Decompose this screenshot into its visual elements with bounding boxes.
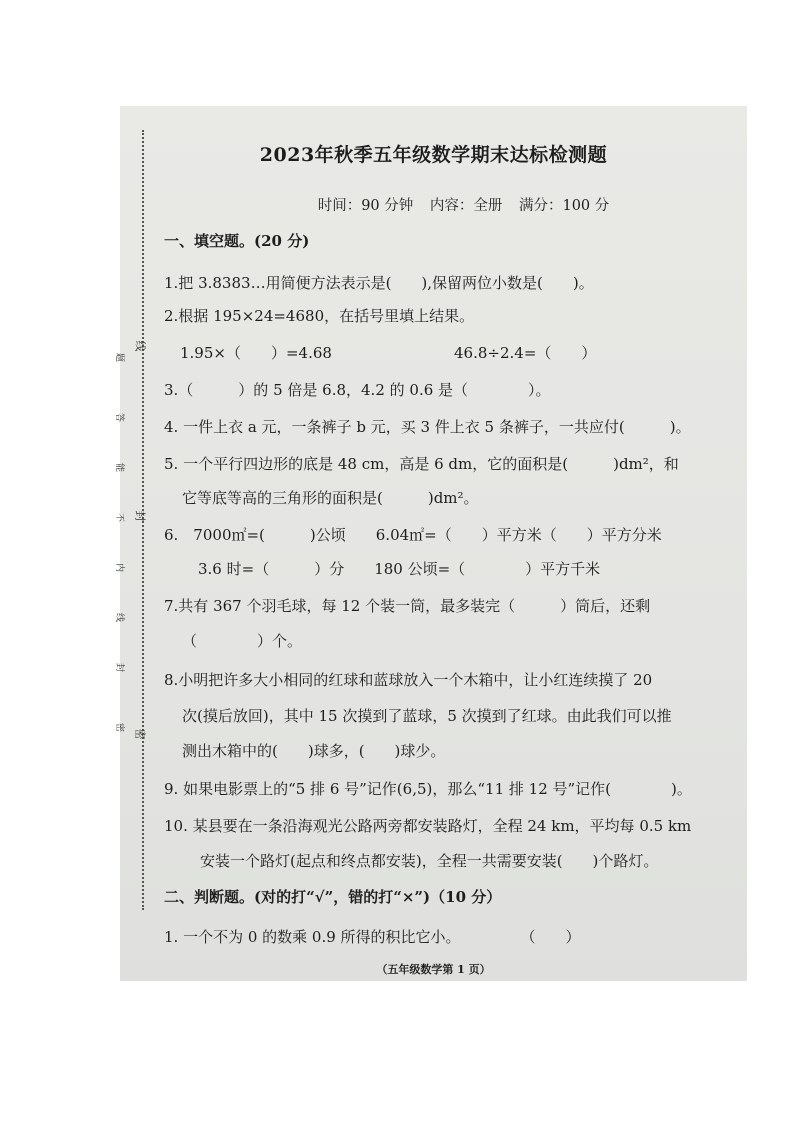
question-1: 1.把 3.8383…用简便方法表示是( ),保留两位小数是( )。 xyxy=(164,274,594,292)
section-true-false: 二、判断题。(对的打“√”，错的打“×”)（10 分） xyxy=(164,888,502,906)
exam-photo xyxy=(114,106,747,981)
exam-meta xyxy=(120,194,747,215)
question-10-line1: 10. 某县要在一条沿海观光公路两旁都安装路灯，全程 24 km，平均每 0.5 km xyxy=(164,817,692,835)
gutter-char: 题 xyxy=(114,352,125,363)
gutter-char: 线 xyxy=(114,612,125,623)
question-4: 4. 一件上衣 a 元，一条裤子 b 元，买 3 件上衣 5 条裤子，一共应付( )。 xyxy=(164,418,691,436)
gutter-char: 能 xyxy=(114,462,125,473)
gutter-label-seal: 封 xyxy=(133,510,147,522)
gutter-char: 封 xyxy=(114,662,125,673)
judgement-1: 1. 一个不为 0 的数乘 0.9 所得的积比它小。 （ ） xyxy=(164,928,581,946)
gutter-char: 不 xyxy=(114,512,125,523)
question-10-line2: 安装一个路灯(起点和终点都安装)，全程一共需要安装( )个路灯。 xyxy=(200,852,659,870)
question-8-line3: 测出木箱中的( )球多，( )球少。 xyxy=(182,742,446,760)
page-footer: （五年级数学第 1 页） xyxy=(376,963,491,976)
gutter-char: 内 xyxy=(114,562,125,573)
question-2b: 46.8÷2.4=（ ） xyxy=(454,344,597,362)
question-6-line2: 3.6 时=（ ）分 180 公顷=（ ）平方千米 xyxy=(198,560,601,578)
question-8-line2: 次(摸后放回)，其中 15 次摸到了蓝球，5 次摸到了红球。由此我们可以推 xyxy=(182,707,672,725)
question-6-line1: 6. 7000㎡=( )公顷 6.04㎡=（ ）平方米（ ）平方分米 xyxy=(164,526,662,544)
question-7-line1: 7.共有 367 个羽毛球，每 12 个装一筒，最多装完（ ）筒后，还剩 xyxy=(164,597,651,615)
question-5-line1: 5. 一个平行四边形的底是 48 cm，高是 6 dm，它的面积是( )dm²，和 xyxy=(164,455,679,473)
question-3: 3.（ ）的 5 倍是 6.8，4.2 的 0.6 是（ ）。 xyxy=(164,381,551,399)
question-9: 9. 如果电影票上的“5 排 6 号”记作(6,5)，那么“11 排 12 号”记作( )。 xyxy=(164,780,692,798)
gutter-char: 密 xyxy=(114,722,125,733)
gutter-char: 答 xyxy=(114,412,125,423)
gutter-label-line: 线 xyxy=(133,340,147,352)
question-7-line2: （ ）个。 xyxy=(182,632,303,650)
question-8-line1: 8.小明把许多大小相同的红球和蓝球放入一个木箱中，让小红连续摸了 20 xyxy=(164,671,653,689)
question-2: 2.根据 195×24=4680，在括号里填上结果。 xyxy=(164,307,475,325)
section-fill-blank: 一、填空题。(20 分) xyxy=(164,232,310,250)
gutter-label-secret: 密 xyxy=(133,728,147,740)
meta-score: 满分：100 分 xyxy=(518,198,610,214)
meta-time: 时间：90 分钟 xyxy=(317,198,414,214)
question-5-line2: 它等底等高的三角形的面积是( )dm²。 xyxy=(182,489,479,507)
exam-title: 2023年秋季五年级数学期末达标检测题 xyxy=(259,144,608,166)
question-2a: 1.95×（ ）=4.68 xyxy=(180,344,332,362)
meta-content: 内容：全册 xyxy=(429,198,503,214)
